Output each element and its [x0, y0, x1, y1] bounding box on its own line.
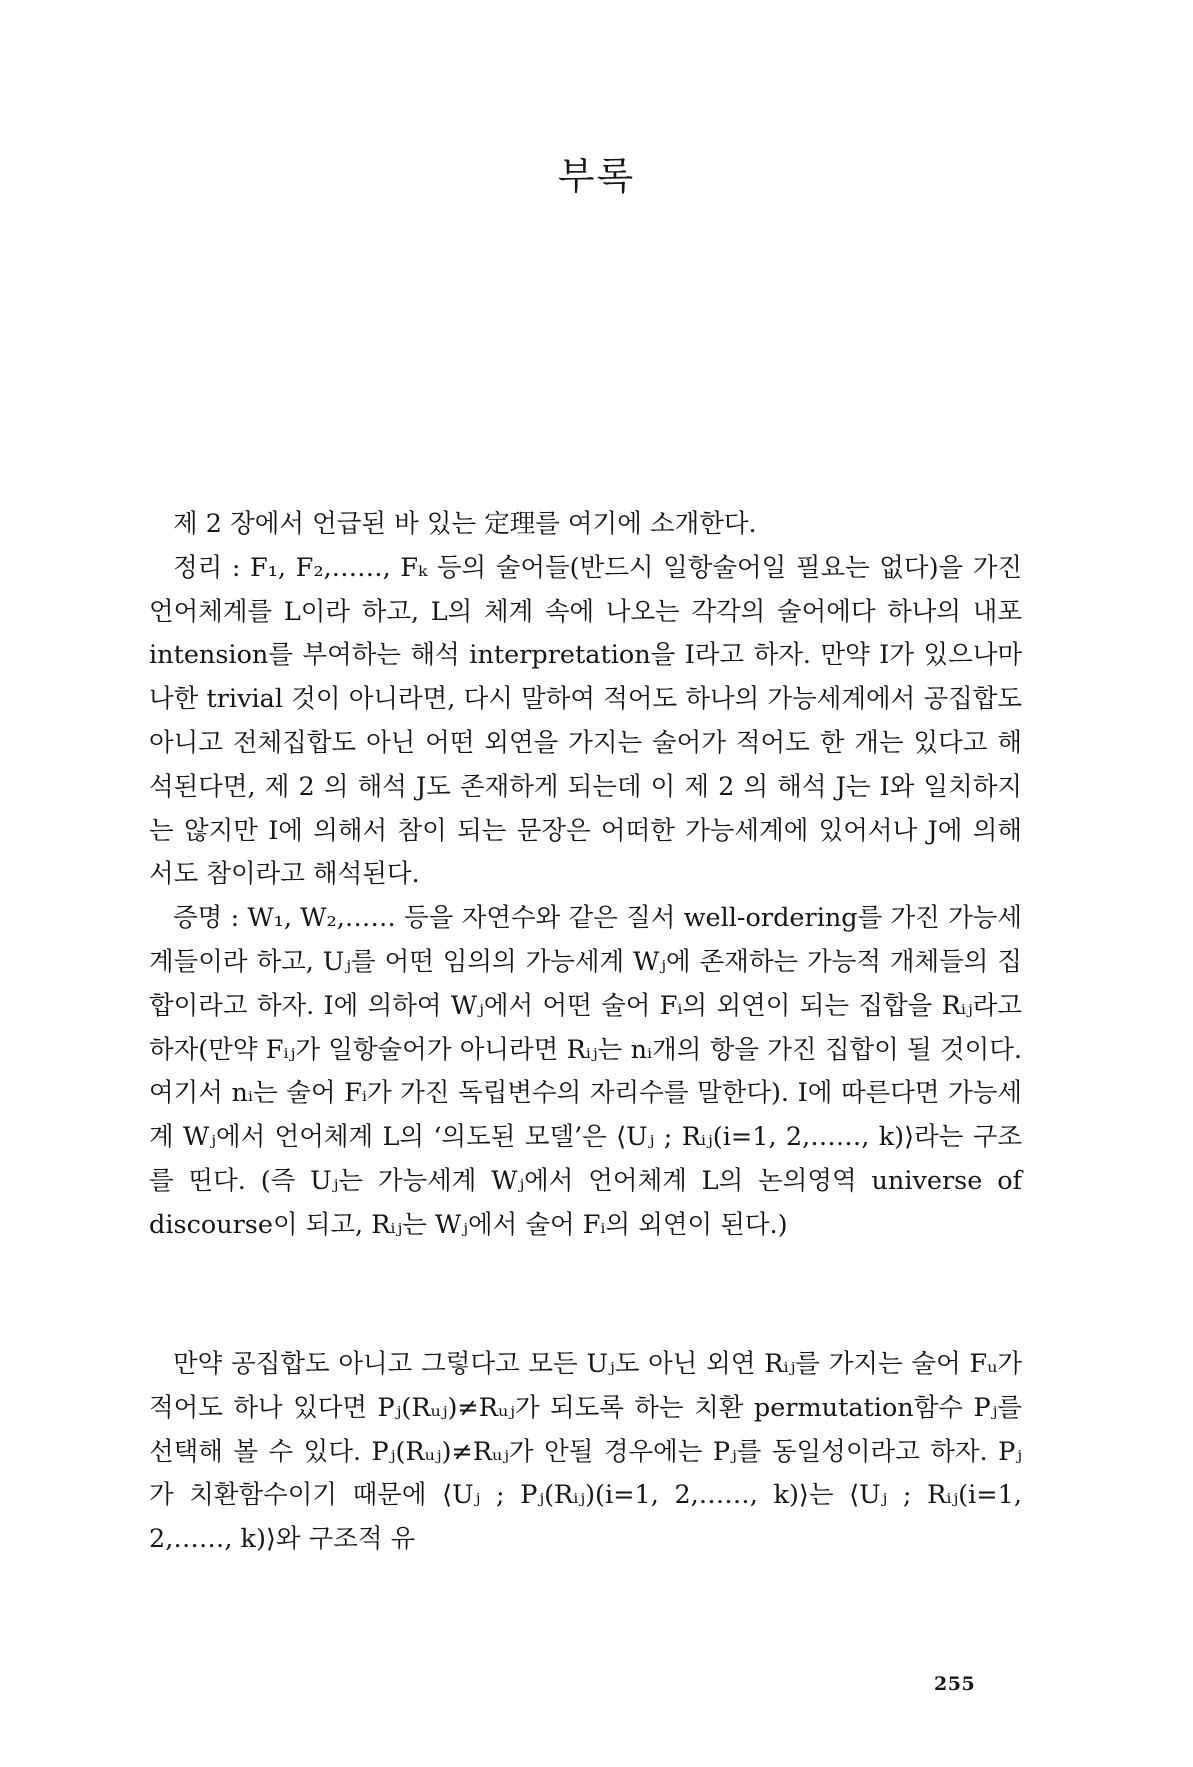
page-title: 부록 [557, 154, 636, 198]
proof-paragraph: 증명 : W₁, W₂,…… 등을 자연수와 같은 질서 well-ordering를 가진 가능세계들이라 하고, Uⱼ를 어떤 임의의 가능세계 Wⱼ에 존재하는 가능적 개체들의 집합이라고 하자. I에 의하여 Wⱼ에서 어떤 술어 Fᵢ의 외연이 되는 집합을 Rᵢⱼ라고 하자(만약 Fᵢⱼ가 일항술어가 아니라면 Rᵢⱼ는 nᵢ개의 항을 가진 집합이 될 것이다. 여기서 nᵢ는 술어 Fᵢ가 가진 독립변수의 자리수를 말한다). I에 따른다면 가능세계 Wⱼ에서 언어체계 L의 ‘의도된 모델’은 ⟨Uⱼ ; Rᵢⱼ(i=1, 2,……, k)⟩라는 구조를 띤다. (즉 Uⱼ는 가능세계 Wⱼ에서 언어체계 L의 논의영역 universe of discourse이 되고, Rᵢⱼ는 Wⱼ에서 술어 Fᵢ의 외연이 된다.) [149, 903, 1022, 1240]
continuation-text-block [149, 1343, 1022, 1562]
permutation-paragraph: 만약 공집합도 아니고 그렇다고 모든 Uⱼ도 아닌 외연 Rᵢⱼ를 가지는 술어 Fᵤ가 적어도 하나 있다면 Pⱼ(Rᵤⱼ)≠Rᵤⱼ가 되도록 하는 치환 permutation함수 Pⱼ를 선택해 볼 수 있다. Pⱼ(Rᵤⱼ)≠Rᵤⱼ가 안될 경우에는 Pⱼ를 동일성이라고 하자. Pⱼ가 치환함수이기 때문에 ⟨Uⱼ ; Pⱼ(Rᵢⱼ)(i=1, 2,……, k)⟩는 ⟨Uⱼ ; Rᵢⱼ(i=1, 2,……, k)⟩와 구조적 유 [149, 1349, 1022, 1555]
theorem-paragraph: 정리 : F₁, F₂,……, Fₖ 등의 술어들(반드시 일항술어일 필요는 없다)을 가진 언어체계를 L이라 하고, L의 체계 속에 나오는 각각의 술어에다 하나의 내포 intension를 부여하는 해석 interpretation을 I라고 하자. 만약 I가 있으나마나한 trivial 것이 아니라면, 다시 말하여 적어도 하나의 가능세계에서 공집합도 아니고 전체집합도 아닌 어떤 외연을 가지는 술어가 적어도 한 개는 있다고 해석된다면, 제 2 의 해석 J도 존재하게 되는데 이 제 2 의 해석 J는 I와 일치하지는 않지만 I에 의해서 참이 되는 문장은 어떠한 가능세계에 있어서나 J에 의해서도 참이라고 해석된다. [149, 552, 1022, 890]
appendix-text-block [149, 503, 1022, 1248]
intro-paragraph: 제 2 장에서 언급된 바 있는 定理를 여기에 소개한다. [173, 509, 757, 539]
page-number: 255 [934, 1673, 976, 1695]
